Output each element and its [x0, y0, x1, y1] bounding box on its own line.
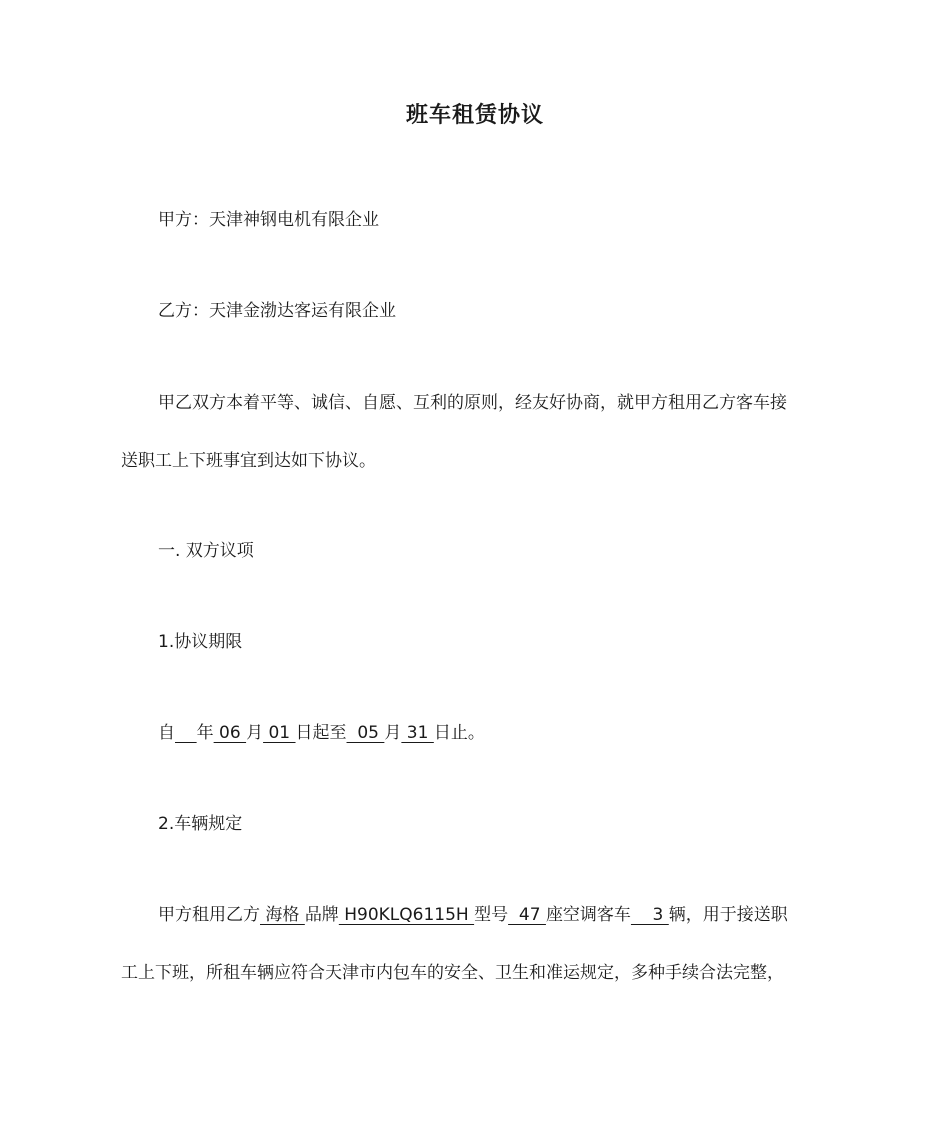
term-text-6: 日止。 [433, 723, 485, 743]
term-end-day: 31 [401, 723, 434, 743]
vehicle-text-3: 型号 [474, 905, 509, 925]
term-end-month: 05 [346, 723, 385, 743]
term-text-5: 月 [384, 723, 402, 743]
term-text-1: 自 [158, 723, 175, 743]
item-1-heading: 1.协议期限 [158, 632, 243, 652]
term-year-blank [175, 723, 197, 743]
vehicle-line-1 [158, 903, 870, 927]
vehicle-brand: 海格 [260, 905, 305, 925]
intro-paragraph-line-2: 送职工上下班事宜到达如下协议。 [121, 451, 376, 471]
vehicle-model: H90KLQ6115H [338, 905, 475, 925]
party-b-value: 天津金渤达客运有限企业 [209, 301, 396, 321]
term-text-4: 日起至 [295, 723, 347, 743]
intro-paragraph-line-1: 甲乙双方本着平等、诚信、自愿、互利的原则，经友好协商，就甲方租用乙方客车接 [158, 393, 787, 413]
term-line [158, 721, 870, 745]
vehicle-text-4: 座空调客车 [545, 905, 631, 925]
term-start-month: 06 [213, 723, 247, 743]
party-b-line [158, 299, 870, 323]
item-2-heading: 2.车辆规定 [158, 814, 243, 834]
term-text-2: 年 [196, 723, 214, 743]
vehicle-count: 3 [630, 905, 669, 925]
vehicle-seats: 47 [508, 905, 546, 925]
party-b-label: 乙方： [158, 301, 209, 321]
section-1-heading: 一. 双方议项 [158, 541, 254, 561]
party-a-value: 天津神钢电机有限企业 [209, 210, 379, 230]
term-start-day: 01 [263, 723, 296, 743]
party-a-line [158, 208, 870, 232]
party-a-label: 甲方： [158, 210, 209, 230]
vehicle-text-1: 甲方租用乙方 [158, 905, 260, 925]
vehicle-line-2: 工上下班，所租车辆应符合天津市内包车的安全、卫生和准运规定，多种手续合法完整， [121, 963, 784, 983]
vehicle-text-2: 品牌 [304, 905, 339, 925]
term-text-3: 月 [246, 723, 264, 743]
vehicle-text-5: 辆，用于接送职 [668, 905, 788, 925]
document-title: 班车租赁协议 [405, 103, 544, 128]
